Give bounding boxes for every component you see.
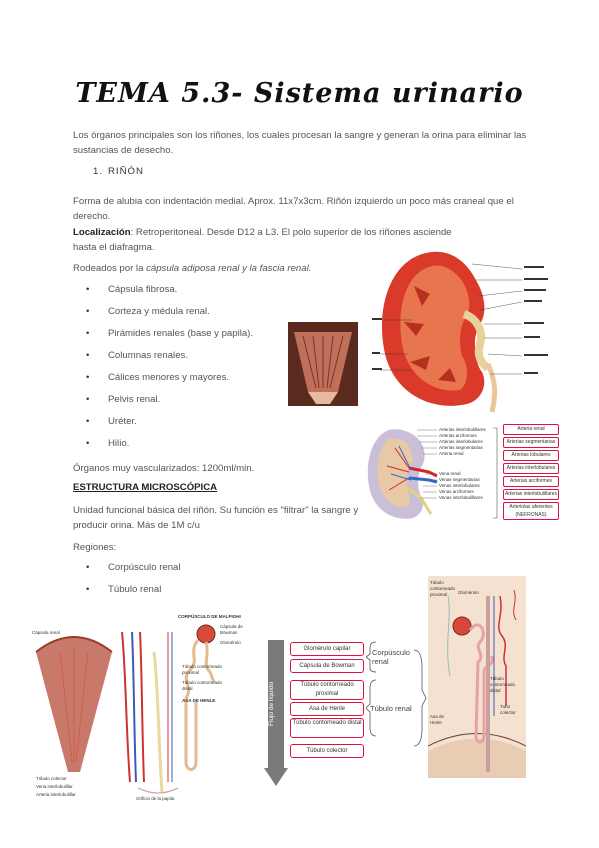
- vessel-label: Vena renal: [439, 471, 461, 476]
- bracket: [412, 648, 428, 748]
- micro-heading: ESTRUCTURA MICROSCÓPICA: [73, 482, 218, 493]
- nephron2-label: Túbulo contorneado proximal: [430, 580, 456, 597]
- nephron2-label: Glomérulo: [458, 590, 479, 595]
- artery-box: Arterias segmentarias: [503, 437, 559, 448]
- artery-box: Arteria renal: [503, 424, 559, 435]
- nephron2-label: Túbulo contorneado distal: [490, 676, 516, 693]
- list-item: • Hilio.: [108, 438, 129, 449]
- nephron-label: Túbulo contorneado distal: [182, 680, 223, 691]
- rodeados-prefix: Rodeados por la: [73, 263, 147, 274]
- nephron-diagram-2: [428, 576, 526, 778]
- flow-diagram: [264, 640, 420, 790]
- flow-box: Túbulo contorneado distal: [290, 718, 364, 738]
- nephron-label: Glomérulo: [220, 640, 241, 645]
- artery-box: Arterias interlobulillares: [503, 489, 559, 500]
- artery-box: Arterias interlobulares: [503, 463, 559, 474]
- nephron-label: ASA DE HENLE: [182, 698, 216, 703]
- vessel-label: Venas interlobulillares: [439, 495, 483, 500]
- localizacion-label: Localización: [73, 227, 131, 238]
- rodeados-paragraph: [73, 261, 373, 276]
- vascular-paragraph: Órganos muy vascularizados: 1200ml/min.: [73, 463, 255, 474]
- flow-box: Cápsula de Bowman: [290, 659, 364, 673]
- vessel-label: Arterias interlobulillares: [439, 427, 486, 432]
- flow-brace-label: Túbulo renal: [370, 704, 412, 713]
- section-number: 1.: [93, 166, 104, 177]
- micro-paragraph: Unidad funcional básica del riñón. Su función es "filtrar" la sangre y producir orina. Más de 1M c/u: [73, 505, 359, 531]
- nephron-label: Vena interlobulillar: [36, 784, 73, 789]
- nephron-label: Orificio de la papila: [136, 796, 175, 801]
- list-item: • Pirámides renales (base y papila).: [108, 328, 253, 339]
- list-item: • Cálices menores y mayores.: [108, 372, 229, 383]
- shape-paragraph: Forma de alubia con indentación medial. Aprox. 11x7x3cm. Riñón izquierdo un poco más craneal que el derecho.: [73, 196, 514, 222]
- artery-box: Arterias arciformes: [503, 476, 559, 487]
- vessel-label: Venas interlobulares: [439, 483, 480, 488]
- vessel-label: Arterias arciformes: [439, 433, 477, 438]
- kidney-section-diagram: [372, 244, 558, 414]
- localizacion-text: : Retroperitoneal. Desde D12 a L3. El polo superior de los riñones asciende hasta el diafragma.: [73, 227, 452, 253]
- nephron-label: CORPÚSCULO DE MALPIGHI: [178, 614, 241, 619]
- nephron-label: Túbulo contorneado proximal: [182, 664, 223, 675]
- flow-box: Túbulo contorneado proximal: [290, 680, 364, 700]
- vessel-label: Venas segmentarias: [439, 477, 480, 482]
- kidney-vascular-diagram: [365, 424, 560, 524]
- page-title: TEMA 5.3- Sistema urinario: [75, 78, 524, 109]
- list-item: • Pelvis renal.: [108, 394, 160, 405]
- nephron-diagram: [30, 612, 258, 804]
- nephron2-label: Tubo colector: [500, 704, 516, 715]
- nephron-label: Arteria interlobulillar: [36, 792, 76, 797]
- vessel-label: Arterias segmentarias: [439, 445, 483, 450]
- list-item: • Túbulo renal: [108, 584, 161, 595]
- vessel-label: Arterias interlobulares: [439, 439, 483, 444]
- nephron2-label: Asa de Henle: [430, 714, 445, 725]
- vessel-label: Venas arciformes: [439, 489, 474, 494]
- artery-box: Arterias lobulares: [503, 450, 559, 461]
- intro-paragraph: Los órganos principales son los riñones, los cuales procesan la sangre y generan la orina para eliminar las sustancias de desecho.: [73, 130, 527, 156]
- list-item: • Corpúsculo renal: [108, 562, 181, 573]
- regiones-label: Regiones:: [73, 542, 117, 553]
- flow-box: Glomérulo capilar: [290, 642, 364, 656]
- vessel-label: Arteria renal: [439, 451, 464, 456]
- flow-axis-label: Flujo de líquido: [268, 681, 275, 727]
- flow-box: Túbulo colector: [290, 744, 364, 758]
- flow-brace-label: Corpúsculo renal: [372, 648, 410, 666]
- list-item: • Cápsula fibrosa.: [108, 284, 177, 295]
- nephron-label: Cápsula renal: [32, 630, 60, 635]
- section-heading: RIÑÓN: [108, 166, 144, 177]
- list-item: • Uréter.: [108, 416, 137, 427]
- nephron-label: Cápsula de Bowman: [220, 624, 243, 635]
- list-item: • Corteza y médula renal.: [108, 306, 210, 317]
- artery-box: Arteriolas aferentes (NEFRONAS): [503, 502, 559, 520]
- renal-pyramid-photo: [288, 322, 358, 406]
- rodeados-italic: cápsula adiposa renal y la fascia renal.: [146, 263, 312, 274]
- list-item: • Columnas renales.: [108, 350, 188, 361]
- nephron-label: Túbulo colector: [36, 776, 67, 781]
- flow-box: Asa de Henle: [290, 702, 364, 716]
